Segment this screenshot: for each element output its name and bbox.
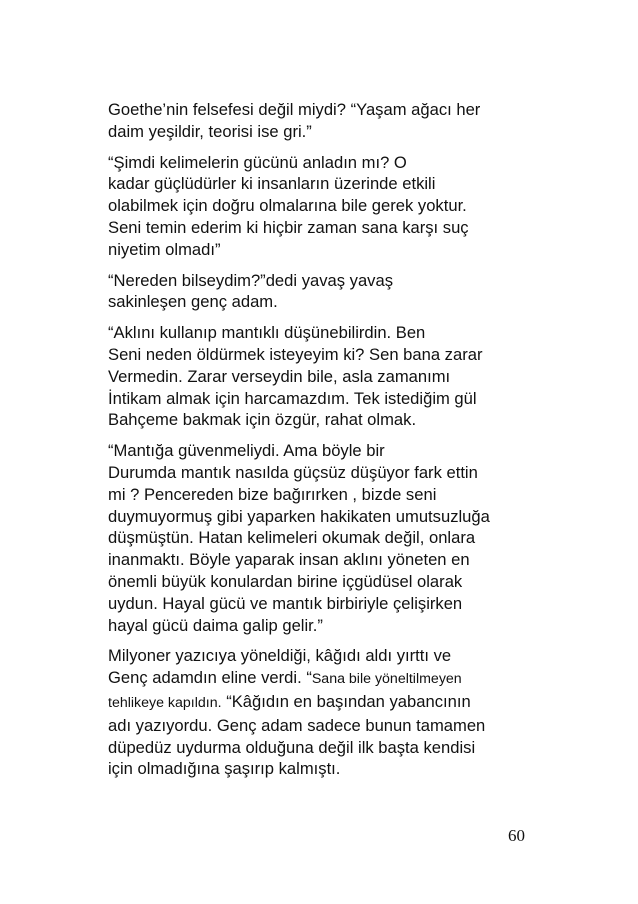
text-line: Goethe’nin felsefesi değil miydi? “Yaşam ağacı her <box>108 100 481 119</box>
page-number: 60 <box>508 826 525 845</box>
text-line: “Şimdi kelimelerin gücünü anladın mı? O <box>108 152 407 172</box>
text-line: Durumda mantık nasılda güçsüz düşüyor fark ettin <box>108 462 478 482</box>
paragraph <box>108 99 548 143</box>
paragraph <box>108 440 548 636</box>
text-line: Seni temin ederim ki hiçbir zaman sana karşı suç <box>108 217 469 237</box>
text-line: “Aklını kullanıp mantıklı düşünebilirdin. Ben <box>108 323 426 343</box>
text-line: inanmaktı. Böyle yaparak insan aklını yöneten en <box>108 550 470 570</box>
paragraph <box>108 322 548 431</box>
text-line: mi ? Pencereden bize bağırırken , bizde seni <box>108 484 437 504</box>
text-line: kadar güçlüdürler ki insanların üzerinde etkili <box>108 174 436 194</box>
text-line: Vermedin. Zarar verseydin bile, asla zamanımı <box>108 366 451 386</box>
text-line: adı yazıyordu. Genç adam sadece bunun tamamen <box>108 715 486 735</box>
text-line: daim yeşildir, teorisi ise gri.” <box>108 121 312 141</box>
text-line: Milyoner yazıcıya yöneldiği, kâğıdı aldı yırttı ve <box>108 646 452 666</box>
text-line: olabilmek için doğru olmalarına bile gerek yoktur. <box>108 196 467 216</box>
text-line <box>108 667 548 691</box>
text-line: önemli büyük konulardan birine içgüdüsel olarak <box>108 571 463 591</box>
text-line: Seni neden öldürmek isteyeyim ki? Sen bana zarar <box>108 344 483 364</box>
text-line: “Nereden bilseydim?”dedi yavaş yavaş <box>108 270 393 290</box>
text-line: düşmüştün. Hatan kelimeleri okumak değil, onlara <box>108 528 476 548</box>
text-line: duymuyormuş gibi yaparken hakikaten umutsuzluğa <box>108 506 490 526</box>
paragraph <box>108 152 548 261</box>
text-line: uydun. Hayal gücü ve mantık birbiriyle çelişirken <box>108 593 463 613</box>
text-run: “Kâğıdın en başından yabancının <box>221 691 471 711</box>
text-line <box>108 691 548 715</box>
text-run: Genç adamdın eline verdi. “ <box>108 668 312 688</box>
text-line: için olmadığına şaşırıp kalmıştı. <box>108 759 341 779</box>
paragraph <box>108 270 548 314</box>
text-line: İntikam almak için harcamazdım. Tek istediğim gül <box>108 388 477 408</box>
text-line: sakinleşen genç adam. <box>108 292 278 312</box>
text-line: “Mantığa güvenmeliydi. Ama böyle bir <box>108 441 385 461</box>
text-line: düpedüz uydurma olduğuna değil ilk başta kendisi <box>108 737 476 757</box>
text-line: hayal gücü daima galip gelir.” <box>108 615 323 635</box>
text-line: niyetim olmadı” <box>108 239 221 259</box>
text-run-small: Sana bile yöneltilmeyen <box>311 671 462 688</box>
body-text <box>108 99 548 789</box>
text-line: Bahçeme bakmak için özgür, rahat olmak. <box>108 410 417 430</box>
paragraph <box>108 645 548 780</box>
text-run-small: tehlikeye kapıldın. <box>108 694 222 711</box>
